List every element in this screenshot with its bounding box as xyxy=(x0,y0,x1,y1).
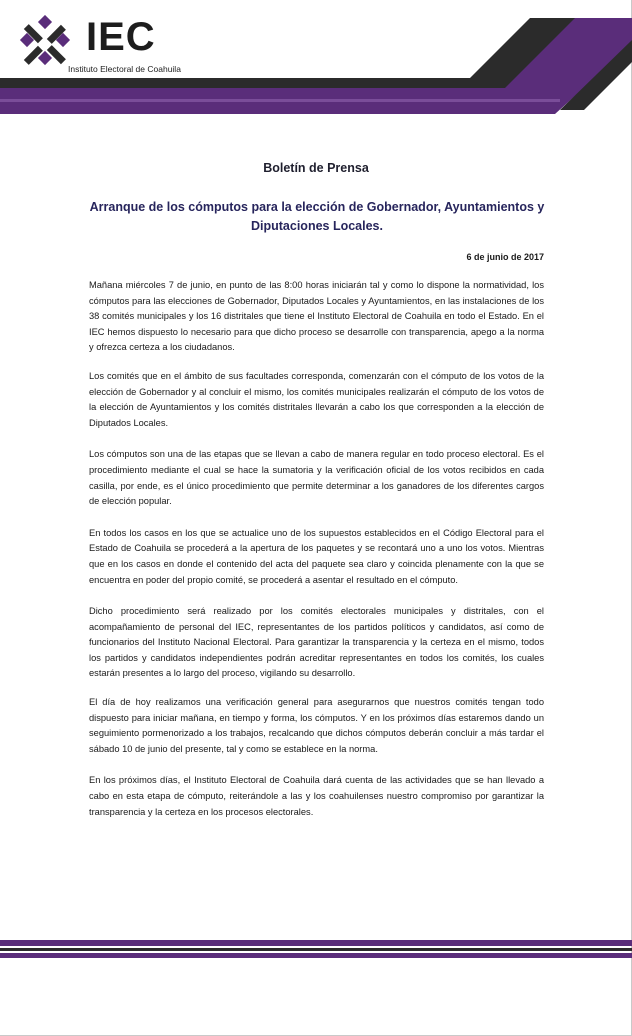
paragraph: Mañana miércoles 7 de junio, en punto de las 8:00 horas iniciarán tal y como lo dispone la normatividad, los cómputos para las elecciones de Gobernador, Diputados Locales y Ayuntamientos, en las instalaciones de los 38 comités municipales y los 16 distritales que tiene el Instituto Electoral de Coahuila en todo el Estado. En el IEC hemos dispuesto lo necesario para que dicho proceso se desarrolle con transparencia, apego a la norma y ofrezca certeza a los ciudadanos. xyxy=(89,280,544,353)
paragraph: Los comités que en el ámbito de sus facultades corresponda, comenzarán con el cómputo de los votos de la elección de Gobernador y al concluir el mismo, los comités municipales realizarán el cómputo de los votos de la elección de Ayuntamientos y los comités distritales llevarán a cabo los que corresponden a la elección de Diputados Locales. xyxy=(89,370,544,428)
brand-name: IEC xyxy=(86,15,156,59)
document-date: 6 de junio de 2017 xyxy=(466,252,544,262)
institution-name: Instituto Electoral de Coahuila xyxy=(68,64,181,74)
paragraph: En los próximos días, el Instituto Electoral de Coahuila dará cuenta de las actividades que se han llevado a cabo en esta etapa de cómputo, reiterándole a las y los coahuilenses nuestro compromiso por garantizar la transparencia y la certeza en los procesos electorales. xyxy=(89,775,544,817)
paragraph: Dicho procedimiento será realizado por los comités electorales municipales y distritales, con el acompañamiento de personal del IEC, representantes de los partidos políticos y candidatos, así como de funcionarios del Instituto Nacional Electoral. Para garantizar la transparencia y la certeza en el mismo, todos los partidos y candidatos independientes podrán acreditar representantes en todos los comités, los cuales estarán presentes a lo largo del proceso, vigilando su desarrollo. xyxy=(89,606,544,679)
paragraph: En todos los casos en los que se actualice uno de los supuestos establecidos en el Código Electoral para el Estado de Coahuila se procederá a la apertura de los paquetes y se recontará uno a uno los votos. Mientras que en los casos en donde el contenido del acta del paquete sea claro y coincida plenamente con la que se encuentra en poder del propio comité, se procederá a asentar el resultado en el cómputo. xyxy=(89,527,544,585)
headline: Arranque de los cómputos para la elección de Gobernador, Ayuntamientos y Diputaciones Locales. xyxy=(89,200,545,233)
document-title: Boletín de Prensa xyxy=(263,161,369,175)
paragraph: El día de hoy realizamos una verificación general para asegurarnos que nuestros comités tengan todo dispuesto para iniciar mañana, en tiempo y forma, los cómputos. Y en los próximos días estaremos dando un seguimiento pormenorizado a los trabajos, recalcando que dichos cómputos deberán concluir a más tardar el sábado 10 de junio del presente, tal y como se establece en la norma. xyxy=(89,697,544,754)
footer-decorative-bars xyxy=(0,936,632,966)
paragraph: Los cómputos son una de las etapas que se llevan a cabo de manera regular en todo proceso electoral. Es el procedimiento mediante el cual se hace la sumatoria y la verificación oficial de los votos recibidos en cada casilla, por ende, es el único procedimiento que permite determinar a los ganadores de los diferentes cargos de elección popular. xyxy=(89,449,544,507)
document-body xyxy=(89,278,544,833)
